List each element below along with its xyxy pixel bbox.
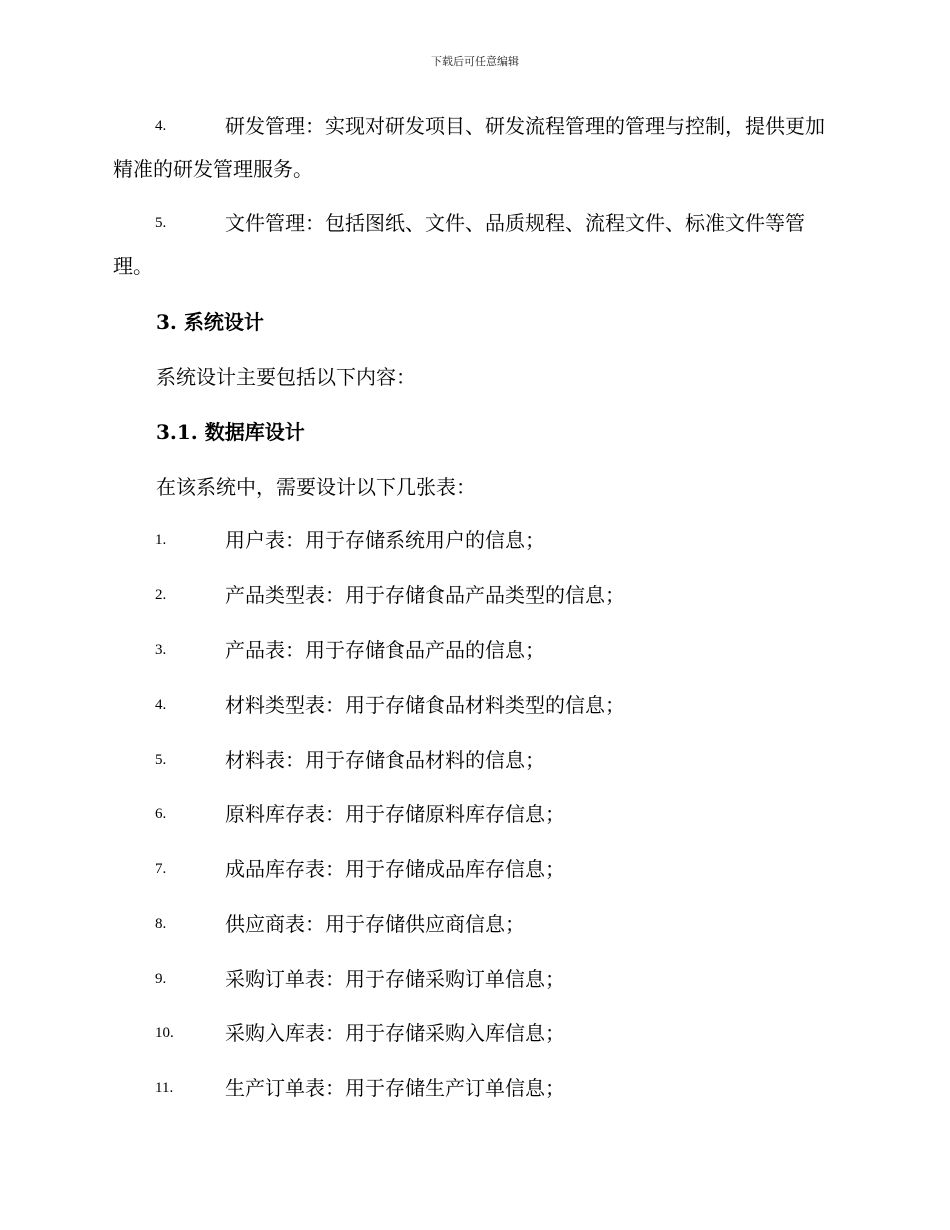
section-heading-system-design: 3. 系统设计 [156, 310, 264, 334]
list-item-number: 6. [155, 806, 167, 822]
list-item-text: 原料库存表：用于存储原料库存信息； [225, 802, 565, 826]
list-item-text: 采购入库表：用于存储采购入库信息； [225, 1021, 565, 1045]
section-intro-system-design: 系统设计主要包括以下内容： [156, 365, 416, 389]
list-item-text: 产品类型表：用于存储食品产品类型的信息； [225, 583, 625, 607]
list-item-text: 采购订单表：用于存储采购订单信息； [225, 967, 565, 991]
list-item-number: 11. [155, 1080, 174, 1096]
table-list-item [113, 958, 833, 1001]
list-item-number: 4. [155, 118, 167, 134]
table-list-item [113, 1012, 833, 1055]
table-list-item [113, 519, 833, 562]
list-item-number: 2. [155, 587, 167, 603]
list-item-number: 10. [155, 1025, 174, 1041]
table-list-item [113, 1067, 833, 1110]
table-list-item [113, 739, 833, 782]
list-item-text: 材料表：用于存储食品材料的信息； [225, 748, 545, 772]
list-item-number: 5. [155, 752, 167, 768]
table-list-item [113, 684, 833, 727]
list-item-text: 供应商表：用于存储供应商信息； [225, 912, 525, 936]
list-item-number: 4. [155, 697, 167, 713]
section-intro-database-design: 在该系统中，需要设计以下几张表： [156, 475, 476, 499]
list-item-file-management [113, 202, 833, 288]
table-list-item [113, 848, 833, 891]
list-item-text: 研发管理：实现对研发项目、研发流程管理的管理与控制，提供更加精准的研发管理服务。 [113, 114, 825, 181]
list-item-text: 产品表：用于存储食品产品的信息； [225, 638, 545, 662]
table-list-item [113, 793, 833, 836]
list-item-text: 生产订单表：用于存储生产订单信息； [225, 1076, 565, 1100]
page-header: 下载后可任意编辑 [431, 55, 519, 68]
list-item-rd-management [113, 105, 833, 191]
table-list-item [113, 629, 833, 672]
table-list-item [113, 574, 833, 617]
list-item-number: 3. [155, 642, 167, 658]
section-heading-database-design: 3.1. 数据库设计 [156, 420, 305, 444]
list-item-text: 材料类型表：用于存储食品材料类型的信息； [225, 693, 625, 717]
list-item-number: 7. [155, 861, 167, 877]
list-item-text: 成品库存表：用于存储成品库存信息； [225, 857, 565, 881]
list-item-number: 8. [155, 916, 167, 932]
list-item-number: 5. [155, 215, 167, 231]
list-item-text: 用户表：用于存储系统用户的信息； [225, 528, 545, 552]
table-list-item [113, 903, 833, 946]
list-item-text: 文件管理：包括图纸、文件、品质规程、流程文件、标准文件等管理。 [113, 211, 805, 278]
list-item-number: 1. [155, 532, 167, 548]
list-item-number: 9. [155, 971, 167, 987]
